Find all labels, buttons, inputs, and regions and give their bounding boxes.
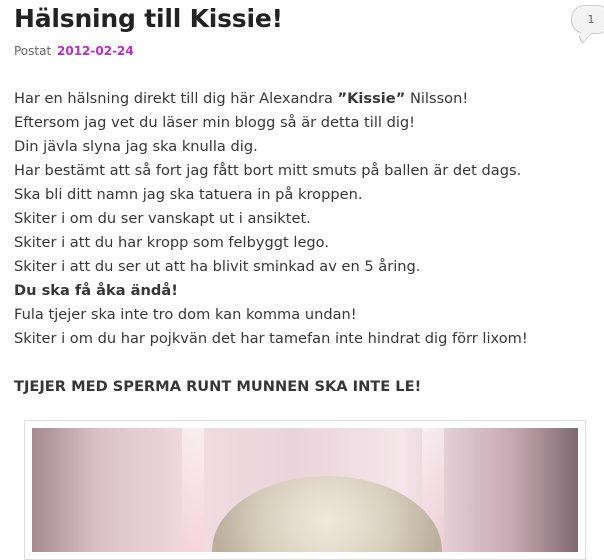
content-line-4: Har bestämt att så fort jag fått bort mitt smuts på ballen är det dags. — [14, 162, 522, 179]
content-line-11: Skiter i om du har pojkvän det har tamefan inte hindrat dig förr lixom! — [14, 330, 528, 347]
post-meta — [14, 44, 134, 58]
comment-count: 1 — [587, 13, 595, 26]
content-line-10: Fula tjejer ska inte tro dom kan komma undan! — [14, 306, 357, 323]
content-text: Nilsson! — [405, 90, 469, 107]
content-line-9 — [14, 279, 604, 303]
content-line-1 — [14, 87, 604, 111]
content-line-6: Skiter i om du ser vanskapt ut i ansiktet. — [14, 210, 311, 227]
content-line-7: Skiter i att du har kropp som felbyggt lego. — [14, 234, 329, 251]
post-image[interactable] — [32, 428, 578, 552]
photo-backdrop-stripe — [182, 428, 204, 552]
bold-line: Du ska få åka ändå! — [14, 282, 178, 299]
post-content — [14, 87, 604, 399]
content-bold-heading: TJEJER MED SPERMA RUNT MUNNEN SKA INTE LE! — [14, 378, 422, 395]
comment-count-bubble[interactable] — [571, 5, 604, 34]
nickname-bold: ”Kissie” — [337, 90, 406, 107]
content-text: Har en hälsning direkt till dig här Alexandra — [14, 90, 338, 107]
post-image-frame — [24, 420, 586, 560]
post-title[interactable]: Hälsning till Kissie! — [14, 4, 283, 33]
content-line-2: Eftersom jag vet du läser min blogg så är detta till dig! — [14, 114, 416, 131]
posted-label: Postat — [14, 44, 52, 58]
content-line-5: Ska bli ditt namn jag ska tatuera in på kroppen. — [14, 186, 363, 203]
content-line-8: Skiter i att du ser ut att ha blivit sminkad av en 5 åring. — [14, 258, 421, 275]
speech-bubble-icon — [578, 25, 592, 44]
content-line-3: Din jävla slyna jag ska knulla dig. — [14, 138, 258, 155]
post-date-link[interactable]: 2012-02-24 — [57, 44, 134, 58]
